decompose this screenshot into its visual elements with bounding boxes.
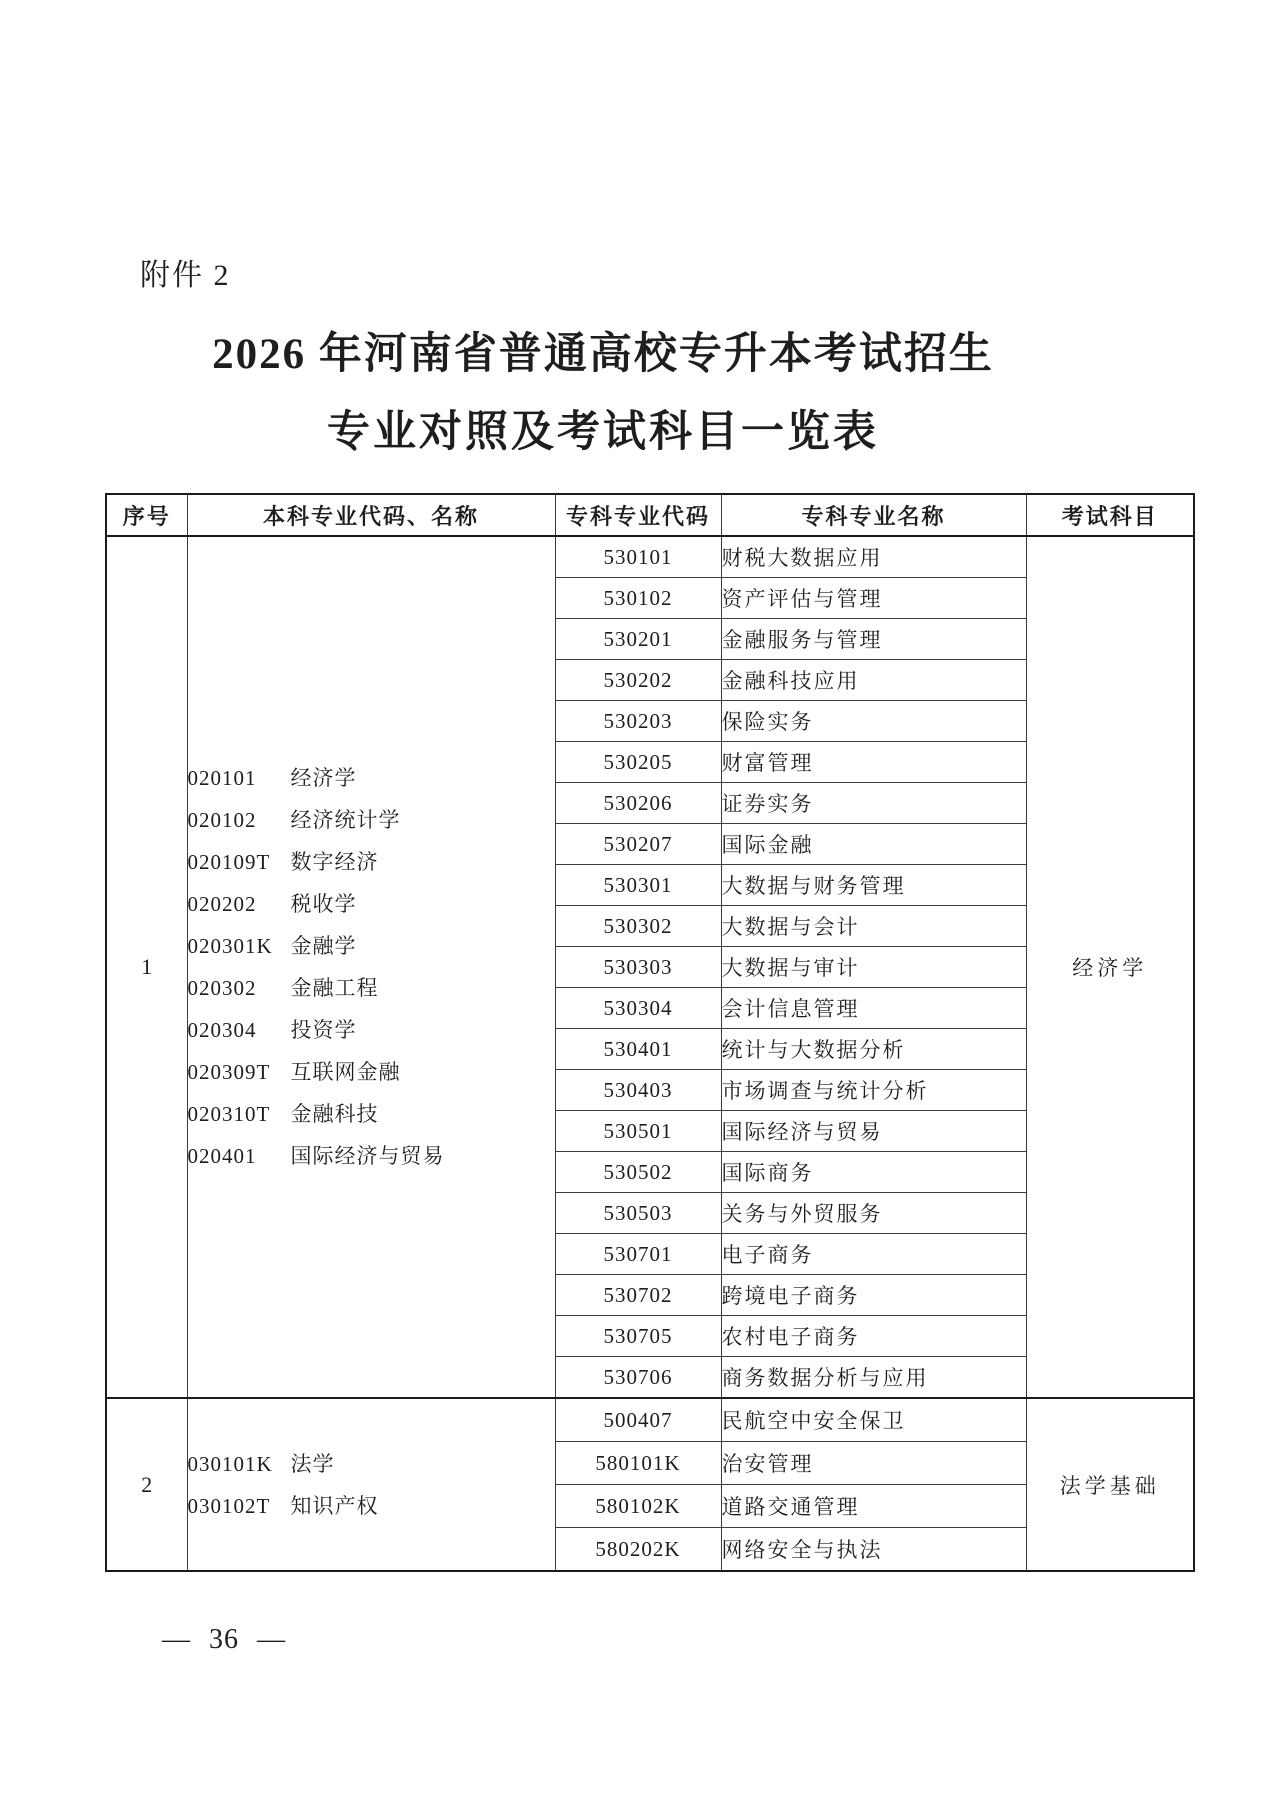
associate-major-code-cell: 530205 xyxy=(555,742,721,783)
associate-major-code-cell: 530301 xyxy=(555,865,721,906)
associate-major-code-cell: 530102 xyxy=(555,578,721,619)
associate-major-code-cell: 530303 xyxy=(555,947,721,988)
undergrad-major-name: 金融科技 xyxy=(290,1102,379,1126)
column-header-exam-subject: 考试科目 xyxy=(1026,494,1194,536)
column-header-associate-name: 专科专业名称 xyxy=(721,494,1026,536)
doc-title xyxy=(0,320,1243,459)
associate-major-code-cell: 530403 xyxy=(555,1070,721,1111)
associate-major-code-cell: 530203 xyxy=(555,701,721,742)
associate-major-name-cell: 财富管理 xyxy=(721,742,1026,783)
undergrad-major-name: 金融学 xyxy=(290,934,357,958)
undergrad-major-code: 020109T xyxy=(187,850,271,874)
column-header-undergrad-code-name: 本科专业代码、名称 xyxy=(187,494,555,536)
undergrad-major-name: 数字经济 xyxy=(290,850,379,874)
associate-major-code-cell: 530206 xyxy=(555,783,721,824)
undergrad-major-line xyxy=(188,841,555,883)
associate-major-code-cell: 580101K xyxy=(555,1442,721,1485)
associate-major-code-cell: 530401 xyxy=(555,1029,721,1070)
undergrad-major-line xyxy=(188,1135,555,1177)
undergrad-major-line xyxy=(188,967,555,1009)
associate-major-name-cell: 网络安全与执法 xyxy=(721,1528,1026,1572)
column-header-associate-code: 专科专业代码 xyxy=(555,494,721,536)
undergrad-major-code: 030102T xyxy=(187,1493,271,1518)
associate-major-code-cell: 530502 xyxy=(555,1152,721,1193)
associate-major-code-cell: 530202 xyxy=(555,660,721,701)
table-row xyxy=(106,1398,1194,1442)
associate-major-code-cell: 530706 xyxy=(555,1357,721,1399)
undergrad-major-name: 经济学 xyxy=(290,766,357,790)
associate-major-name-cell: 会计信息管理 xyxy=(721,988,1026,1029)
associate-major-name-cell: 民航空中安全保卫 xyxy=(721,1398,1026,1442)
exam-subject-cell: 法学基础 xyxy=(1026,1398,1194,1571)
table-header-row xyxy=(106,494,1194,536)
undergrad-major-code: 020304 xyxy=(187,1018,257,1042)
associate-major-name-cell: 农村电子商务 xyxy=(721,1316,1026,1357)
exam-subject-cell: 经济学 xyxy=(1026,536,1194,1398)
undergrad-major-name: 法学 xyxy=(290,1451,335,1476)
majors-table xyxy=(105,493,1195,1572)
seq-cell: 2 xyxy=(106,1398,187,1571)
associate-major-name-cell: 治安管理 xyxy=(721,1442,1026,1485)
associate-major-name-cell: 财税大数据应用 xyxy=(721,536,1026,578)
table-row xyxy=(106,536,1194,578)
undergrad-major-line xyxy=(188,1009,555,1051)
associate-major-name-cell: 金融服务与管理 xyxy=(721,619,1026,660)
associate-major-code-cell: 580202K xyxy=(555,1528,721,1572)
undergrad-major-line xyxy=(188,799,555,841)
attachment-label: 附件 2 xyxy=(140,259,231,292)
associate-major-name-cell: 大数据与会计 xyxy=(721,906,1026,947)
undergrad-major-code: 020401 xyxy=(187,1144,257,1168)
page-number: — 36 — xyxy=(162,1624,286,1655)
undergrad-major-code: 020101 xyxy=(187,766,257,790)
undergrad-major-code: 020309T xyxy=(187,1060,271,1084)
associate-major-code-cell: 530702 xyxy=(555,1275,721,1316)
undergrad-majors-cell xyxy=(187,1398,555,1571)
undergrad-major-code: 030101K xyxy=(187,1451,273,1476)
undergrad-major-name: 互联网金融 xyxy=(290,1060,401,1084)
majors-table-body xyxy=(106,536,1194,1571)
undergrad-major-line xyxy=(188,883,555,925)
undergrad-major-line xyxy=(188,925,555,967)
associate-major-name-cell: 道路交通管理 xyxy=(721,1485,1026,1528)
undergrad-major-name: 金融工程 xyxy=(290,976,379,1000)
associate-major-code-cell: 530304 xyxy=(555,988,721,1029)
associate-major-name-cell: 电子商务 xyxy=(721,1234,1026,1275)
undergrad-major-name: 经济统计学 xyxy=(290,808,401,832)
associate-major-name-cell: 金融科技应用 xyxy=(721,660,1026,701)
associate-major-code-cell: 530503 xyxy=(555,1193,721,1234)
associate-major-name-cell: 关务与外贸服务 xyxy=(721,1193,1026,1234)
undergrad-major-code: 020202 xyxy=(187,892,257,916)
undergrad-major-line xyxy=(188,1093,555,1135)
associate-major-name-cell: 保险实务 xyxy=(721,701,1026,742)
column-header-seq: 序号 xyxy=(106,494,187,536)
undergrad-major-line xyxy=(188,1051,555,1093)
associate-major-code-cell: 530302 xyxy=(555,906,721,947)
associate-major-name-cell: 资产评估与管理 xyxy=(721,578,1026,619)
associate-major-code-cell: 530207 xyxy=(555,824,721,865)
undergrad-major-name: 税收学 xyxy=(290,892,357,916)
associate-major-name-cell: 商务数据分析与应用 xyxy=(721,1357,1026,1399)
associate-major-name-cell: 国际商务 xyxy=(721,1152,1026,1193)
undergrad-major-name: 知识产权 xyxy=(290,1493,379,1518)
undergrad-major-line xyxy=(188,1443,555,1485)
doc-title-line1: 2026 年河南省普通高校专升本考试招生 xyxy=(212,331,994,378)
associate-major-name-cell: 大数据与财务管理 xyxy=(721,865,1026,906)
associate-major-name-cell: 国际经济与贸易 xyxy=(721,1111,1026,1152)
associate-major-name-cell: 证券实务 xyxy=(721,783,1026,824)
undergrad-major-code: 020102 xyxy=(187,808,257,832)
undergrad-major-line xyxy=(188,757,555,799)
associate-major-code-cell: 500407 xyxy=(555,1398,721,1442)
undergrad-major-name: 国际经济与贸易 xyxy=(290,1144,445,1168)
associate-major-code-cell: 530501 xyxy=(555,1111,721,1152)
associate-major-name-cell: 统计与大数据分析 xyxy=(721,1029,1026,1070)
associate-major-name-cell: 市场调查与统计分析 xyxy=(721,1070,1026,1111)
associate-major-code-cell: 580102K xyxy=(555,1485,721,1528)
seq-cell: 1 xyxy=(106,536,187,1398)
doc-title-line2: 专业对照及考试科目一览表 xyxy=(327,409,879,456)
undergrad-major-code: 020310T xyxy=(187,1102,271,1126)
undergrad-majors-cell xyxy=(187,536,555,1398)
associate-major-code-cell: 530705 xyxy=(555,1316,721,1357)
undergrad-major-code: 020301K xyxy=(187,934,273,958)
undergrad-major-line xyxy=(188,1485,555,1527)
associate-major-code-cell: 530701 xyxy=(555,1234,721,1275)
undergrad-major-code: 020302 xyxy=(187,976,257,1000)
associate-major-name-cell: 跨境电子商务 xyxy=(721,1275,1026,1316)
associate-major-name-cell: 大数据与审计 xyxy=(721,947,1026,988)
undergrad-major-name: 投资学 xyxy=(290,1018,357,1042)
associate-major-name-cell: 国际金融 xyxy=(721,824,1026,865)
associate-major-code-cell: 530201 xyxy=(555,619,721,660)
associate-major-code-cell: 530101 xyxy=(555,536,721,578)
